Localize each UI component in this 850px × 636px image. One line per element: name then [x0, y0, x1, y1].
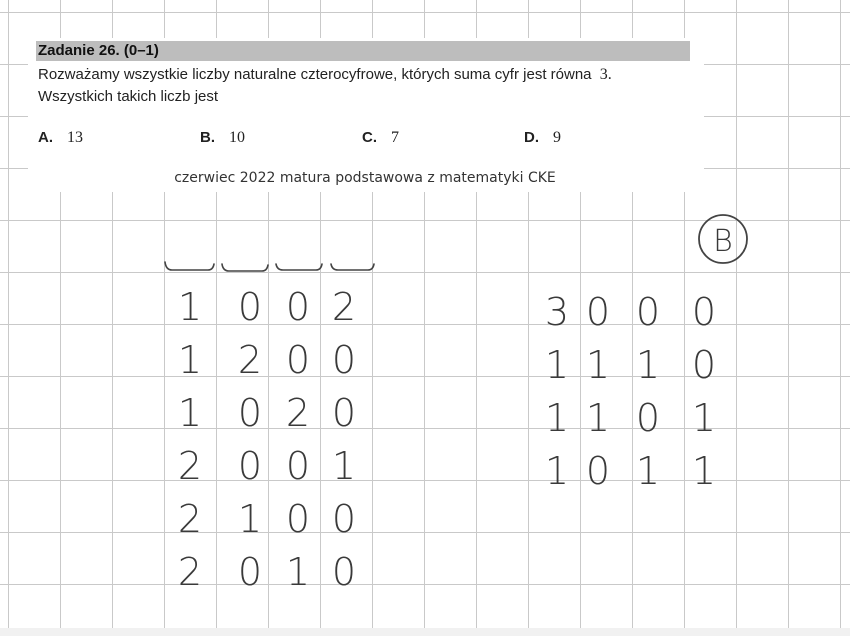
- answer-letter: D.: [524, 129, 539, 146]
- right-digit: 1: [544, 396, 570, 440]
- left-digit: 0: [285, 444, 311, 488]
- right-digit: 1: [635, 343, 661, 387]
- right-digit: 1: [585, 343, 611, 387]
- left-digit: 2: [177, 497, 203, 541]
- left-digit: 2: [177, 550, 203, 594]
- answer-letter: A.: [38, 129, 53, 146]
- right-digit: 0: [635, 290, 661, 334]
- left-digit: 0: [285, 338, 311, 382]
- page-edge-shade: [0, 628, 850, 636]
- left-digit: 0: [285, 497, 311, 541]
- task-question-line2: Wszystkich takich liczb jest: [38, 88, 219, 105]
- circled-answer: [699, 215, 747, 263]
- left-row: [178, 550, 356, 594]
- question-text: Rozważamy wszystkie liczby naturalne czterocyfrowe, których suma cyfr jest równa: [38, 66, 592, 83]
- answer-value: 13: [67, 129, 83, 146]
- source-caption: czerwiec 2022 matura podstawowa z matematyki CKE: [174, 170, 556, 186]
- right-digit: 0: [585, 290, 611, 334]
- left-digit: 2: [237, 338, 263, 382]
- left-row: [178, 497, 356, 541]
- right-digit: 0: [691, 290, 717, 334]
- right-row: [545, 290, 716, 334]
- left-digit: 2: [177, 444, 203, 488]
- right-digit: 1: [544, 343, 570, 387]
- left-digit: 0: [331, 338, 357, 382]
- left-digit: 0: [237, 444, 263, 488]
- right-digit: 1: [585, 396, 611, 440]
- left-digit: 1: [285, 550, 311, 594]
- right-number-table: [545, 290, 716, 493]
- right-digit: 3: [544, 290, 570, 334]
- right-digit: 1: [635, 449, 661, 493]
- left-digit: 2: [331, 285, 357, 329]
- right-row: [545, 396, 716, 440]
- left-digit: 1: [177, 338, 203, 382]
- left-row: [178, 391, 356, 435]
- right-digit: 0: [635, 396, 661, 440]
- left-digit: 0: [331, 497, 357, 541]
- placeholder-1: [165, 262, 214, 270]
- answer-letter: C.: [362, 129, 377, 146]
- left-digit: 0: [331, 391, 357, 435]
- right-row: [545, 449, 716, 493]
- left-row: [178, 285, 356, 329]
- left-digit: 0: [237, 550, 263, 594]
- left-number-table: [178, 285, 356, 594]
- left-digit: 1: [177, 285, 203, 329]
- left-digit: 0: [237, 391, 263, 435]
- digit-placeholders: [165, 262, 374, 271]
- left-digit: 0: [237, 285, 263, 329]
- answer-letter: B.: [200, 129, 215, 146]
- right-digit: 1: [691, 396, 717, 440]
- circled-answer-letter: B: [713, 224, 733, 259]
- placeholder-2: [222, 264, 268, 271]
- left-digit: 2: [285, 391, 311, 435]
- placeholder-4: [331, 264, 374, 270]
- right-row: [545, 343, 716, 387]
- answer-value: 9: [553, 129, 561, 146]
- left-digit: 1: [177, 391, 203, 435]
- left-digit: 0: [285, 285, 311, 329]
- left-row: [178, 338, 356, 382]
- task-title: Zadanie 26. (0–1): [36, 41, 690, 61]
- answer-value: 7: [391, 129, 399, 146]
- left-digit: 1: [237, 497, 263, 541]
- right-digit: 1: [544, 449, 570, 493]
- right-digit: 0: [691, 343, 717, 387]
- answer-value: 10: [229, 129, 245, 146]
- right-digit: 1: [691, 449, 717, 493]
- left-row: [178, 444, 356, 488]
- left-digit: 0: [331, 550, 357, 594]
- question-number: 3.: [599, 66, 612, 83]
- placeholder-3: [276, 264, 322, 270]
- left-digit: 1: [331, 444, 357, 488]
- right-digit: 0: [585, 449, 611, 493]
